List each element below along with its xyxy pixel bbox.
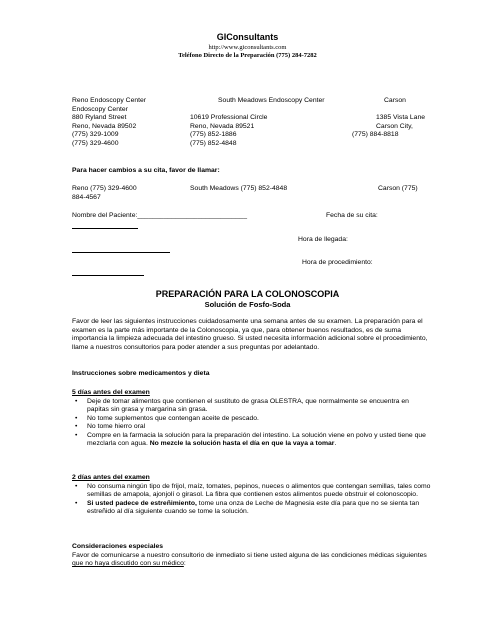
- changes-carson: Carson (775): [378, 185, 418, 192]
- center3-city: Carson City,: [376, 122, 413, 130]
- patient-name-field[interactable]: Nombre del Paciente:_____________________________: [72, 212, 247, 219]
- page-title: PREPARACIÓN PARA LA COLONOSCOPIA: [155, 289, 340, 299]
- two-days-heading: 2 días antes del examen: [72, 474, 150, 481]
- center2-phone1: (775) 852-1886: [190, 131, 237, 138]
- changes-reno: Reno (775) 329-4600: [72, 185, 137, 192]
- center1-name: Reno Endoscopy Center: [72, 97, 147, 104]
- org-name: GIConsultants: [216, 32, 279, 42]
- special-paragraph: Favor de comunicarse a nuestro consultorio de inmediato si tiene usted alguna de las condiciones médicas siguientes que no haya discutido con su médico:: [72, 551, 427, 568]
- special-heading: Consideraciones especiales: [72, 543, 164, 550]
- appointment-date-label: Fecha de su cita:: [326, 212, 378, 219]
- list-item: • No consuma ningún tipo de frijol, maíz, tomates, pepinos, nueces o alimentos que contengan semillas, tales como semillas de amapola, ajonjolí o girasol. La fibra que contienen estos alimentos puede obstruir el colonoscopio.: [75, 482, 431, 499]
- intro-paragraph: Favor de leer las siguientes instrucciones cuidadosamente una semana antes de su examen. La preparación para el examen es la parte más importante de la Colonoscopia, ya que, para obtener buenos resultados, es de suma importancia la limpieza adecuada del intestino grueso. Si usted necesita información adicional sobre el procedimiento, llame a nuestros consultorios para poder atender a sus preguntas por adelantado.: [72, 318, 428, 351]
- page-subtitle: Solución de Fosfo-Soda: [204, 300, 291, 309]
- org-url[interactable]: http://www.giconsultants.com: [208, 44, 287, 51]
- center3-street: 1385 Vista Lane: [376, 114, 426, 121]
- changes-heading: Para hacer cambios a su cita, favor de llamar:: [72, 167, 220, 174]
- bullet-icon: •: [75, 397, 78, 405]
- center1-name-line2: Endoscopy Center: [72, 105, 128, 113]
- five-days-heading: 5 días antes del examen: [72, 389, 150, 396]
- bullet-icon: •: [75, 431, 78, 439]
- procedure-time-label: Hora de procedimiento:: [302, 259, 373, 266]
- list-item: • Si usted padece de estreñimiento, tome una onza de Leche de Magnesia este día para que no se sienta tan estreñido al día siguiente cuando se tome la solución.: [75, 499, 420, 516]
- center1-street: 880 Ryland Street: [72, 114, 127, 121]
- five-days-list: [72, 398, 432, 450]
- center2-phone2: (775) 852-4848: [190, 139, 237, 147]
- bullet-icon: •: [75, 414, 78, 422]
- center3-phone: (775) 884-8818: [352, 131, 399, 138]
- list-item: • No tome hierro oral: [75, 423, 146, 431]
- list-item: • No tome suplementos que contengan aceite de pescado.: [75, 414, 259, 422]
- center2-street: 10619 Professional Circle: [190, 114, 268, 121]
- procedure-time-field[interactable]: [72, 275, 144, 276]
- list-item: • Compre en la farmacia la solución para la preparación del intestino. La solución viene en polvo y usted tiene que mezclarla con agua. No mezcle la solución hasta el día en que la vaya a tomar.: [75, 431, 426, 448]
- changes-south: South Meadows (775) 852-4848: [190, 185, 288, 192]
- two-days-list: [72, 483, 432, 517]
- center3-name: Carson: [384, 97, 406, 104]
- center2-city: Reno, Nevada 89521: [190, 122, 255, 130]
- center1-phone1: (775) 329-1009: [72, 131, 119, 138]
- bullet-icon: •: [75, 499, 78, 507]
- bullet-icon: •: [75, 423, 78, 431]
- changes-carson-line2: 884-4567: [72, 193, 101, 201]
- center1-phone2: (775) 329-4600: [72, 139, 119, 147]
- list-item: • Deje de tomar alimentos que contienen el sustituto de grasa OLESTRA, que normalmente se encuentra en papitas sin grasa y margarina sin grasa.: [75, 397, 409, 414]
- appointment-date-field[interactable]: [72, 228, 138, 229]
- arrival-time-label: Hora de llegada:: [298, 236, 348, 243]
- arrival-time-field[interactable]: [72, 252, 170, 253]
- instructions-heading: Instrucciones sobre medicamentos y dieta: [72, 370, 210, 377]
- bullet-icon: •: [75, 482, 78, 490]
- center1-city: Reno, Nevada 89502: [72, 122, 137, 130]
- center2-name: South Meadows Endoscopy Center: [218, 97, 325, 104]
- prep-phone: Teléfono Directo de la Preparación (775) 284-7282: [178, 52, 317, 59]
